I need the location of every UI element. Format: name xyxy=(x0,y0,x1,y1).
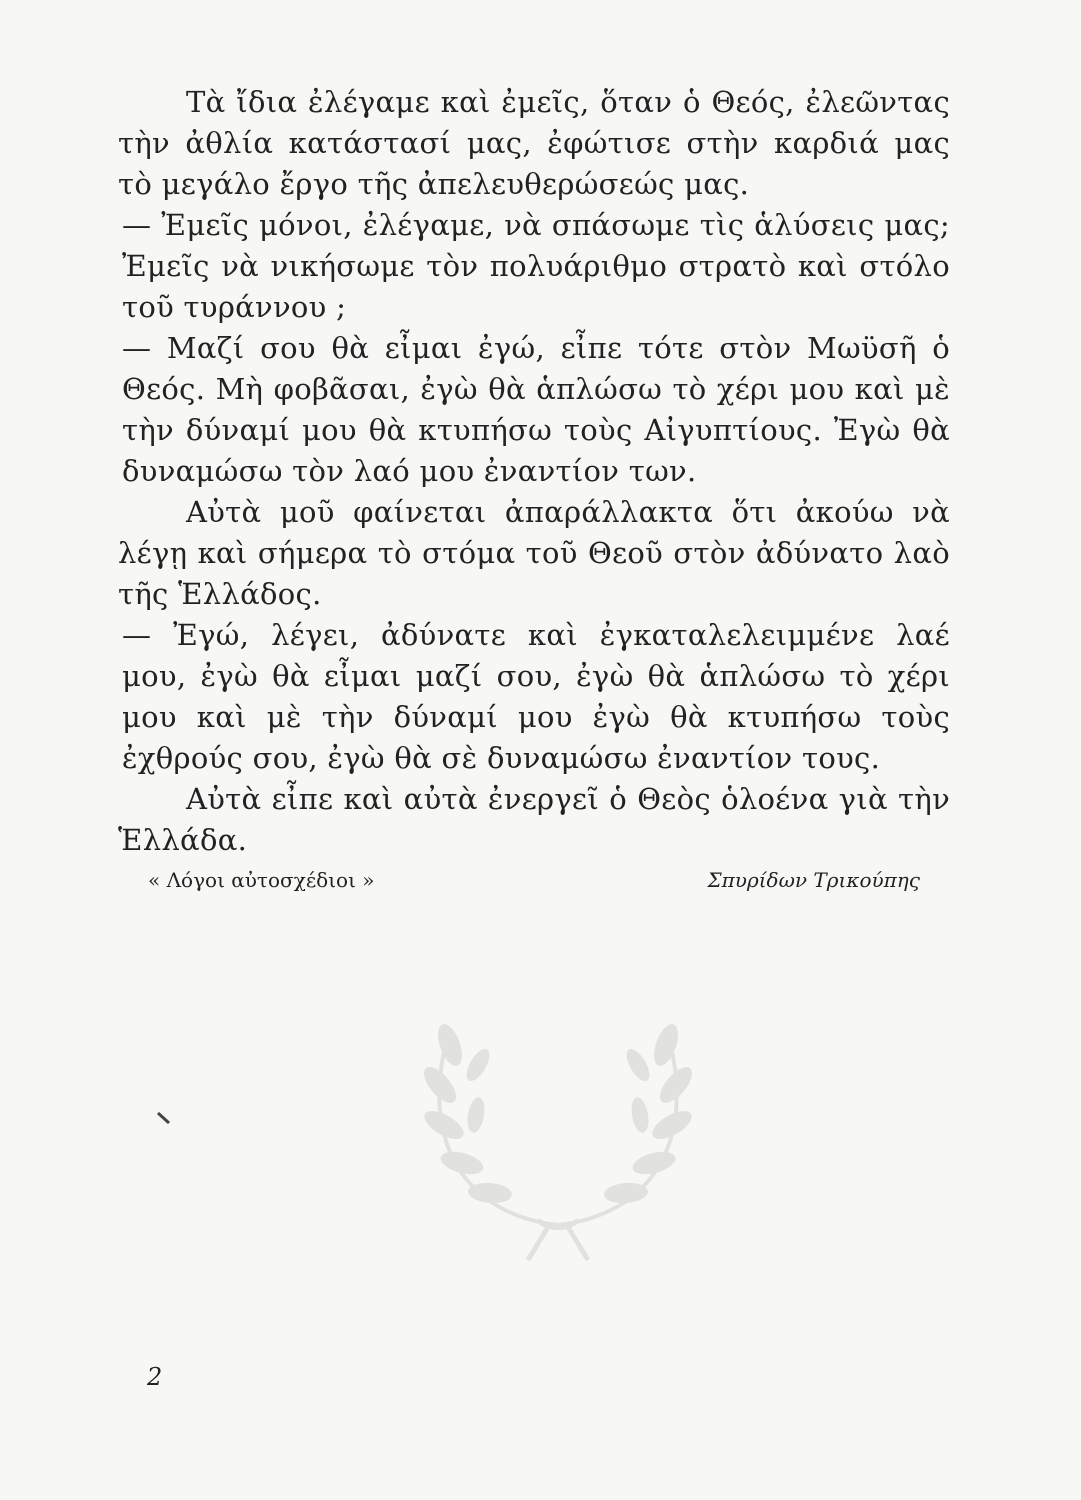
paragraph-4: Αὐτὰ μοῦ φαίνεται ἀπαράλλακτα ὅτι ἀκούω νὰ λέγῃ καὶ σήμερα τὸ στόμα τοῦ Θεοῦ στὸν ἀδύνατο λαὸ τῆς Ἑλλάδος. xyxy=(118,495,950,611)
body-text xyxy=(118,82,950,861)
page-number: 2 xyxy=(147,1363,163,1391)
paragraph-2: — Ἐμεῖς μόνοι, ἐλέγαμε, νὰ σπάσωμε τὶς ἁλύσεις μας; Ἐμεῖς νὰ νικήσωμε τὸν πολυάριθμο στρατὸ καὶ στόλο τοῦ τυράννου ; xyxy=(122,208,950,324)
paragraph-6: Αὐτὰ εἶπε καὶ αὐτὰ ἐνεργεῖ ὁ Θεὸς ὁλοένα γιὰ τὴν Ἑλλάδα. xyxy=(118,782,950,857)
paragraph-1: Τὰ ἴδια ἐλέγαμε καὶ ἐμεῖς, ὅταν ὁ Θεός, ἐλεῶντας τὴν ἀθλία κατάστασί μας, ἐφώτισε στὴν καρδιά μας τὸ μεγάλο ἔργο τῆς ἀπελευθερώσεώς μας. xyxy=(118,85,950,201)
paragraph-3: — Μαζί σου θὰ εἶμαι ἐγώ, εἶπε τότε στὸν Μωϋσῆ ὁ Θεός. Μὴ φοβᾶσαι, ἐγὼ θὰ ἁπλώσω τὸ χέρι μου καὶ μὲ τὴν δύναμί μου θὰ κτυπήσω τοὺς Αἰγυπτίους. Ἐγὼ θὰ δυναμώσω τὸν λαό μου ἐναντίον των. xyxy=(122,331,950,488)
attribution-row xyxy=(148,868,920,892)
source-title: « Λόγοι αὐτοσχέδιοι » xyxy=(148,868,375,892)
paragraph-5: — Ἐγώ, λέγει, ἀδύνατε καὶ ἐγκαταλελειμμένε λαέ μου, ἐγὼ θὰ εἶμαι μαζί σου, ἐγὼ θὰ ἁπλώσω τὸ χέρι μου καὶ μὲ τὴν δύναμί μου ἐγὼ θὰ κτυπήσω τοὺς ἐχθρούς σου, ἐγὼ θὰ σὲ δυναμώσω ἐναντίον τους. xyxy=(122,618,950,775)
ink-speck xyxy=(157,1112,171,1126)
laurel-wreath-icon xyxy=(378,975,738,1275)
author-name: Σπυρίδων Τρικούπης xyxy=(707,868,920,892)
